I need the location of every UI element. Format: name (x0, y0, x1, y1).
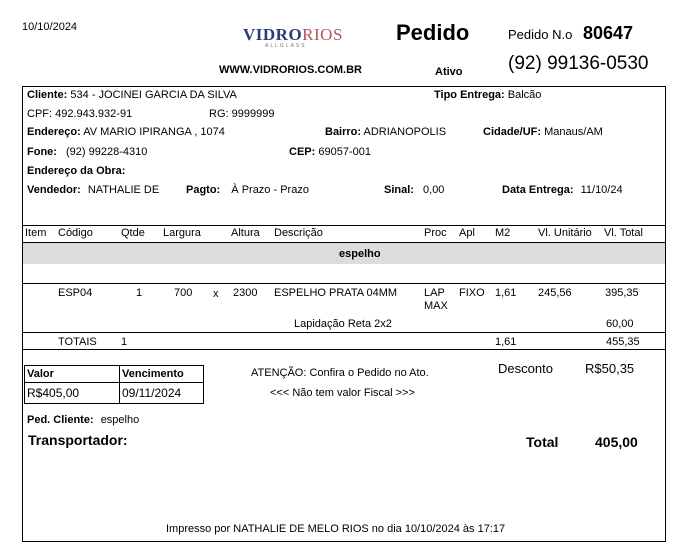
address-label: Endereço: (27, 126, 81, 138)
col-header-height: Altura (231, 227, 260, 239)
totals-value: 455,35 (606, 336, 640, 348)
website: WWW.VIDRORIOS.COM.BR (219, 64, 362, 76)
delivery-date-label: Data Entrega: (502, 184, 574, 196)
row-description: ESPELHO PRATA 04MM (274, 287, 398, 299)
col-header-code: Código (58, 227, 93, 239)
payment-value: À Prazo - Prazo (231, 184, 309, 196)
row-code: ESP04 (58, 287, 93, 299)
row-proc-line2: MAX (424, 300, 448, 312)
service-description: Lapidação Reta 2x2 (294, 318, 392, 330)
cep-label: CEP: (289, 146, 316, 158)
order-number-label: Pedido N.o (508, 27, 573, 42)
district-value: ADRIANOPOLIS (363, 126, 447, 138)
col-header-description: Descrição (274, 227, 323, 239)
client-order-value: espelho (100, 414, 140, 426)
row-apl: FIXO (459, 287, 485, 299)
print-date: 10/10/2024 (22, 21, 78, 33)
totals-label: TOTAIS (58, 336, 97, 348)
installment-value: R$405,00 (27, 386, 80, 400)
district-label: Bairro: (325, 126, 362, 138)
down-payment-value: 0,00 (423, 184, 445, 196)
row-qty: 1 (136, 287, 143, 299)
client-order-label: Ped. Cliente: (27, 414, 94, 426)
row-height: 2300 (233, 287, 258, 299)
discount-value: R$50,35 (585, 361, 635, 376)
row-unit-price: 245,56 (538, 287, 572, 299)
client-label: Cliente: (27, 89, 68, 101)
totals-m2: 1,61 (495, 336, 517, 348)
group-title: espelho (339, 248, 381, 260)
col-header-m2: M2 (495, 227, 511, 239)
col-header-item: Item (25, 227, 47, 239)
city-label: Cidade/UF: (483, 126, 542, 138)
print-footer: Impresso por NATHALIE DE MELO RIOS no dia 10/10/2024 às 17:17 (166, 523, 506, 535)
logo-subtitle: ALLGLASS (265, 43, 307, 49)
totals-qty: 1 (121, 336, 128, 348)
row-x: x (213, 288, 219, 300)
no-fiscal-note: <<< Não tem valor Fiscal >>> (270, 387, 415, 399)
row-proc-line1: LAP (424, 287, 445, 299)
grand-total-label: Total (526, 434, 559, 450)
page-title: Pedido (396, 20, 470, 45)
phone-value: (92) 99228-4310 (66, 146, 148, 158)
logo-accent-text: RIOS (302, 25, 343, 44)
logo-main-text: VIDRO (243, 25, 303, 44)
down-payment-label: Sinal: (384, 184, 414, 196)
delivery-type-label: Tipo Entrega: (434, 89, 505, 101)
seller-label: Vendedor: (27, 184, 81, 196)
discount-label: Desconto (498, 361, 553, 376)
installment-due-header: Vencimento (122, 368, 184, 380)
phone-label: Fone: (27, 146, 57, 158)
client-rg: RG: 9999999 (209, 108, 275, 120)
col-header-unit-price: Vl. Unitário (538, 227, 592, 239)
col-header-total: Vl. Total (604, 227, 643, 239)
col-header-qty: Qtde (121, 227, 145, 239)
col-header-proc: Proc (424, 227, 447, 239)
grand-total-value: 405,00 (595, 434, 638, 450)
attention-note: ATENÇÃO: Confira o Pedido no Ato. (251, 367, 429, 379)
client-cpf: CPF: 492.943.932-91 (27, 108, 133, 120)
service-total: 60,00 (606, 318, 634, 330)
cep-value: 69057-001 (318, 146, 371, 158)
installment-due: 09/11/2024 (122, 386, 182, 400)
work-address-label: Endereço da Obra: (27, 165, 126, 177)
carrier-label: Transportador: (28, 432, 128, 448)
installment-value-header: Valor (27, 368, 54, 380)
seller-value: NATHALIE DE (87, 184, 160, 196)
delivery-date-value: 11/10/24 (580, 184, 623, 196)
order-status: Ativo (435, 66, 463, 78)
row-m2: 1,61 (495, 287, 517, 299)
payment-label: Pagto: (186, 184, 221, 196)
col-header-apl: Apl (459, 227, 475, 239)
order-number: 80647 (583, 23, 634, 43)
delivery-type-value: Balcão (507, 89, 542, 101)
col-header-width: Largura (163, 227, 201, 239)
row-width: 700 (174, 287, 193, 299)
company-logo (243, 25, 343, 49)
address-value: AV MARIO IPIRANGA , 1074 (83, 126, 225, 138)
city-value: Manaus/AM (544, 126, 603, 138)
row-total: 395,35 (605, 287, 639, 299)
company-phone: (92) 99136-0530 (508, 53, 649, 74)
client-value: 534 - JOCINEI GARCIA DA SILVA (70, 89, 237, 101)
